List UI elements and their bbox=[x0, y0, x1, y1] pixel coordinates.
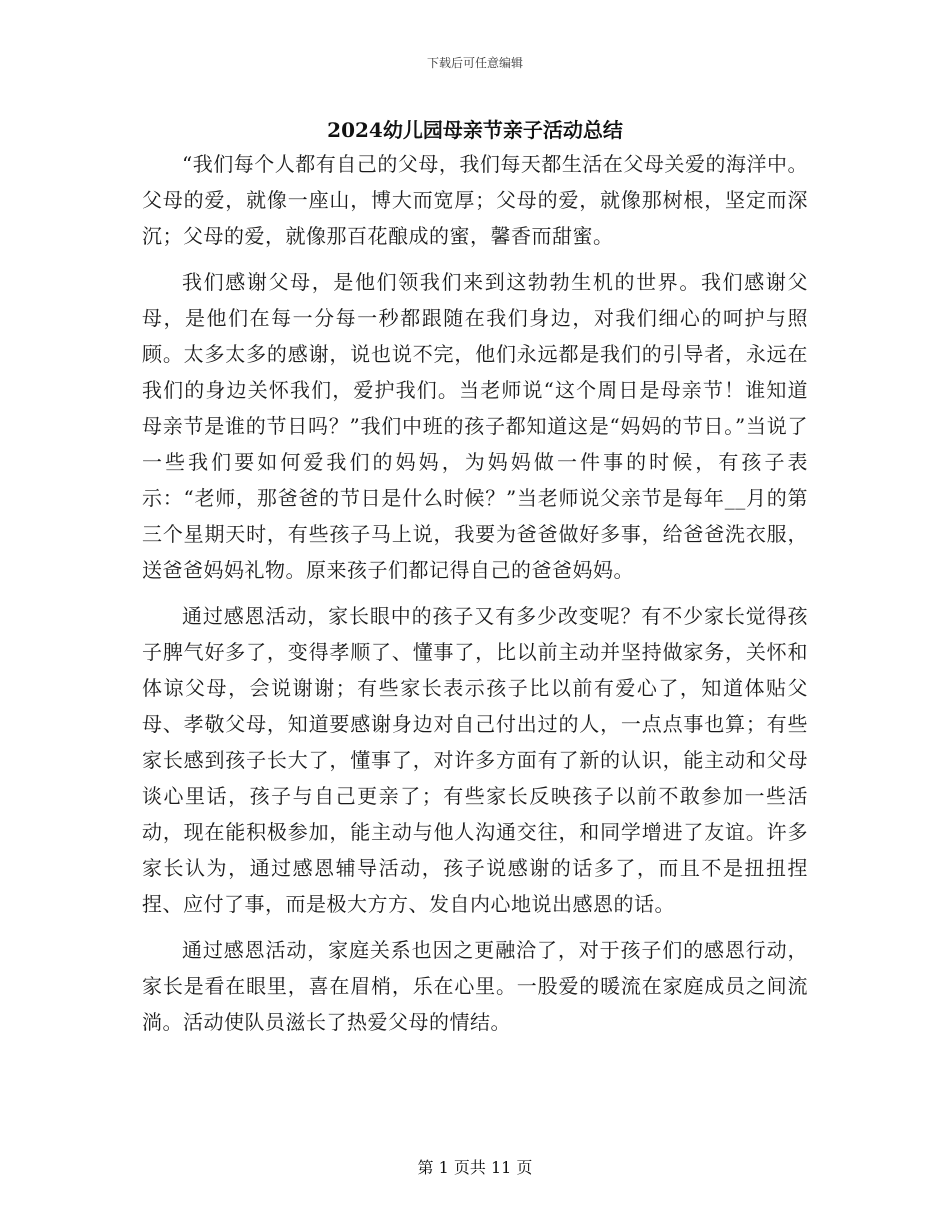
document-title: 2024幼儿园母亲节亲子活动总结 bbox=[327, 118, 623, 142]
paragraph: 通过感恩活动，家长眼中的孩子又有多少改变呢？有不少家长觉得孩子脾气好多了，变得孝顺了、懂事了，比以前主动并坚持做家务，关怀和体谅父母，会说谢谢；有些家长表示孩子比以前有爱心了，知道体贴父母、孝敬父母，知道要感谢身边对自己付出过的人，一点点事也算；有些家长感到孩子长大了，懂事了，对许多方面有了新的认识，能主动和父母谈心里话，孩子与自己更亲了；有些家长反映孩子以前不敢参加一些活动，现在能积极参加，能主动与他人沟通交往，和同学增进了友谊。许多家长认为，通过感恩辅导活动，孩子说感谢的话多了，而且不是扭扭捏捏、应付了事，而是极大方方、发自内心地说出感恩的话。 bbox=[142, 604, 808, 916]
paragraph: 通过感恩活动，家庭关系也因之更融洽了，对于孩子们的感恩行动，家长是看在眼里，喜在眉梢，乐在心里。一股爱的暖流在家庭成员之间流淌。活动使队员滋长了热爱父母的情结。 bbox=[142, 938, 808, 1034]
paragraph: “我们每个人都有自己的父母，我们每天都生活在父母关爱的海洋中。父母的爱，就像一座山，博大而宽厚；父母的爱，就像那树根，坚定而深沉；父母的爱，就像那百花酿成的蜜，馨香而甜蜜。 bbox=[142, 152, 808, 248]
page-number: 第 1 页共 11 页 bbox=[417, 1158, 533, 1177]
document-body bbox=[142, 146, 808, 1050]
header-note: 下载后可任意编辑 bbox=[426, 56, 523, 70]
paragraph: 我们感谢父母，是他们领我们来到这勃勃生机的世界。我们感谢父母，是他们在每一分每一秒都跟随在我们身边，对我们细心的呵护与照顾。太多太多的感谢，说也说不完，他们永远都是我们的引导者，永远在我们的身边关怀我们，爱护我们。当老师说“这个周日是母亲节！谁知道母亲节是谁的节日吗？”我们中班的孩子都知道这是“妈妈的节日。”当说了一些我们要如何爱我们的妈妈，为妈妈做一件事的时候，有孩子表示：“老师，那爸爸的节日是什么时候？”当老师说父亲节是每年__月的第三个星期天时，有些孩子马上说，我要为爸爸做好多事，给爸爸洗衣服，送爸爸妈妈礼物。原来孩子们都记得自己的爸爸妈妈。 bbox=[142, 270, 808, 582]
